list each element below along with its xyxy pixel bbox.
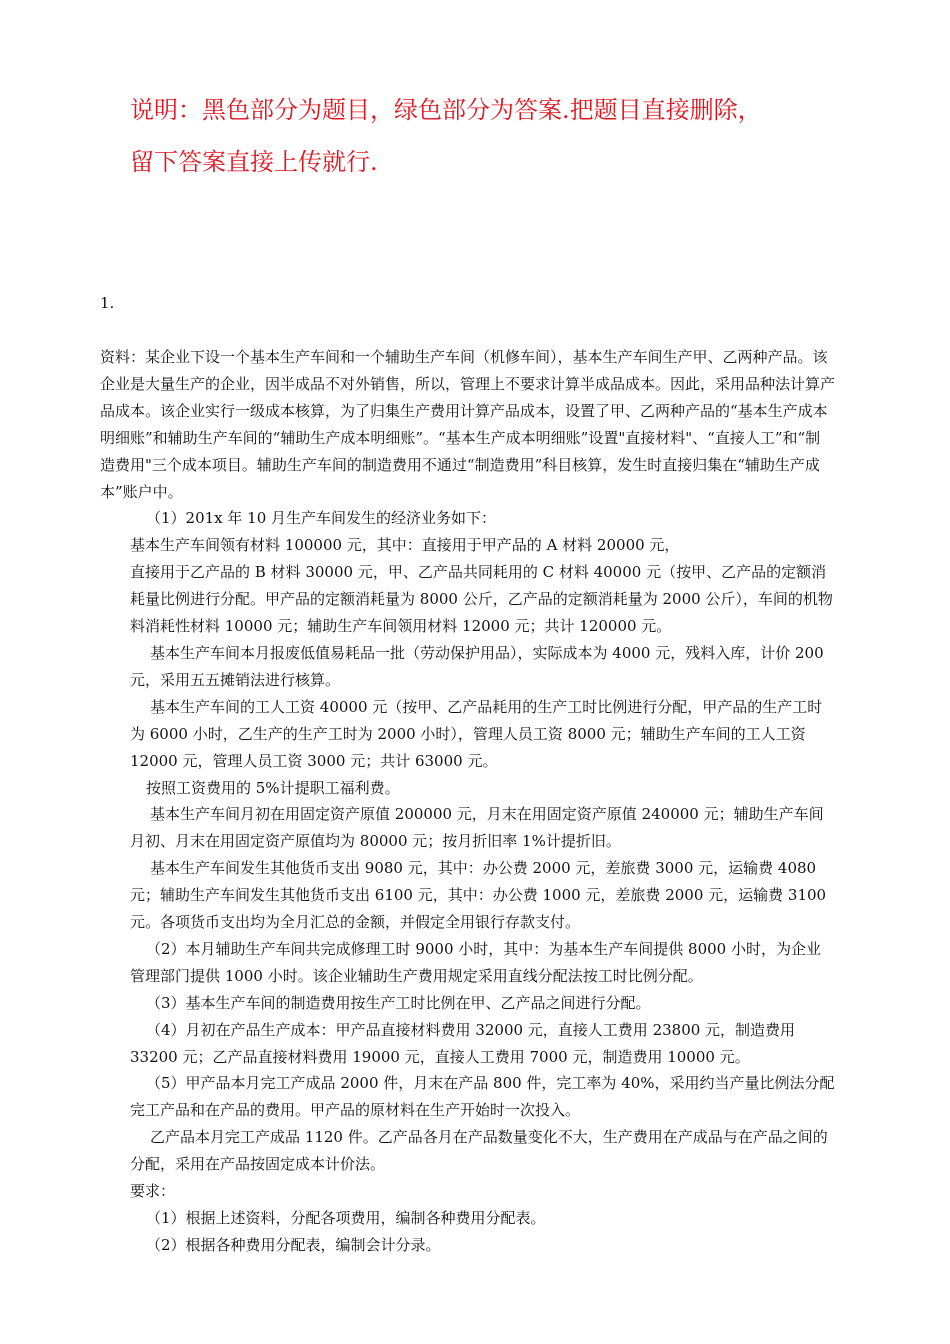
welfare: 按照工资费用的 5%计提职工福利费。 — [146, 778, 400, 797]
question-body — [100, 344, 835, 1259]
opening-wip-cost: （4）月初在产品生产成本：甲产品直接材料费用 32000 元，直接人工费用 23800 元，制造费用 33200 元；乙产品直接材料费用 19000 元，直接人工费用 7000 元，制造费用 10000 元。 — [130, 1020, 796, 1066]
notice-line-1: 说明：黑色部分为题目，绿色部分为答案.把题目直接删除， — [130, 96, 762, 124]
instruction-notice — [130, 84, 850, 188]
requirement-1: （1）根据上述资料，分配各项费用，编制各种费用分配表。 — [146, 1209, 546, 1227]
other-expenses: 基本生产车间发生其他货币支出 9080 元，其中：办公费 2000 元，差旅费 3000 元，运输费 4080 元；辅助生产车间发生其他货币支出 6100 元，其中：办公费 1000 元，差旅费 2000 元，运输费 3100 元。各项货币支出均为全月汇总的金额，并假定全用银行存款支付。 — [130, 859, 827, 932]
product-a-completion: （5）甲产品本月完工产成品 2000 件，月末在产品 800 件，完工率为 40%，采用约当产量比例法分配完工产品和在产品的费用。甲产品的原材料在生产开始时一次投入。 — [130, 1074, 835, 1120]
requirements-heading: 要求： — [130, 1182, 176, 1201]
question-number: 1. — [100, 294, 115, 312]
materials-line: 基本生产车间领有材料 100000 元，其中：直接用于甲产品的 A 材料 20000 元， — [130, 536, 680, 555]
notice-line-2: 留下答案直接上传就行. — [130, 148, 378, 176]
auxiliary-allocation: （2）本月辅助生产车间共完成修理工时 9000 小时，其中：为基本生产车间提供 8000 小时，为企业管理部门提供 1000 小时。该企业辅助生产费用规定采用直线分配法按工时比例分配。 — [130, 939, 821, 985]
wages: 基本生产车间的工人工资 40000 元（按甲、乙产品耗用的生产工时比例进行分配，甲产品的生产工时为 6000 小时，乙生产的生产工时为 2000 小时），管理人员工资 8000 元；辅助生产车间的工人工资 12000 元，管理人员工资 3000 元；共计 63000 元。 — [130, 697, 823, 770]
overhead-allocation: （3）基本生产车间的制造费用按生产工时比例在甲、乙产品之间进行分配。 — [146, 993, 651, 1012]
business-heading: （1）201x 年 10 月生产车间发生的经济业务如下： — [146, 509, 497, 528]
low-value-items: 基本生产车间本月报废低值易耗品一批（劳动保护用品），实际成本为 4000 元，残料入库，计价 200 元，采用五五摊销法进行核算。 — [130, 643, 824, 689]
materials-intro: 资料：某企业下设一个基本生产车间和一个辅助生产车间（机修车间），基本生产车间生产甲、乙两种产品。该企业是大量生产的企业，因半成品不对外销售，所以，管理上不要求计算半成品成本。因此，采用品种法计算产品成本。该企业实行一级成本核算，为了归集生产费用计算产品成本，设置了甲、乙两种产品的“基本生产成本明细账”和辅助生产车间的“辅助生产成本明细账”。“基本生产成本明细账”设置"直接材料"、“直接人工”和“制造费用"三个成本项目。辅助生产车间的制造费用不通过“制造费用”科目核算，发生时直接归集在“辅助生产成本”账户中。 — [100, 348, 836, 501]
depreciation: 基本生产车间月初在用固定资产原值 200000 元，月末在用固定资产原值 240000 元；辅助生产车间月初、月末在用固定资产原值均为 80000 元；按月折旧率 1%计提折旧。 — [130, 805, 824, 851]
product-b-completion: 乙产品本月完工产成品 1120 件。乙产品各月在产品数量变化不大，生产费用在产成品与在产品之间的分配，采用在产品按固定成本计价法。 — [130, 1128, 828, 1174]
materials-detail: 直接用于乙产品的 B 材料 30000 元，甲、乙产品共同耗用的 C 材料 40000 元（按甲、乙产品的定额消耗量比例进行分配。甲产品的定额消耗量为 8000 公斤，乙产品的定额消耗量为 2000 公斤），车间的机物料消耗性材料 10000 元；辅助生产车间领用材料 12000 元；共计 120000 元。 — [130, 563, 833, 636]
requirement-2: （2）根据各种费用分配表，编制会计分录。 — [146, 1235, 441, 1254]
